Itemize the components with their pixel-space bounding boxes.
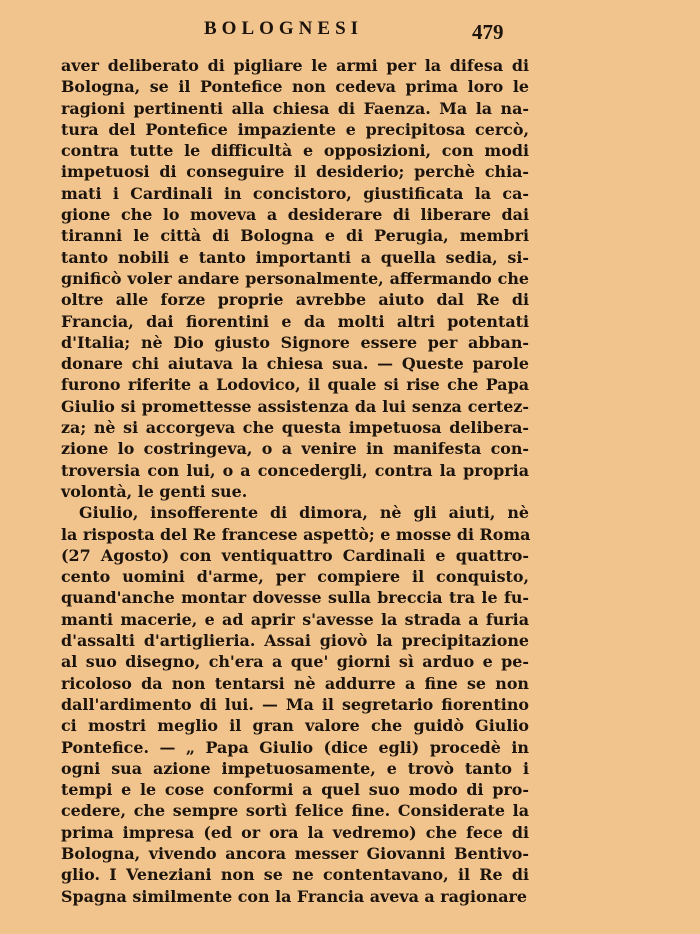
text-line: tura del Pontefice impaziente e precipitosa cercò,	[61, 119, 529, 139]
text-line: glio. I Veneziani non se ne contentavano, il Re di	[61, 865, 529, 885]
text-line: la risposta del Re francese aspettò; e mosse di Roma	[61, 524, 531, 544]
text-line: dall'ardimento di lui. — Ma il segretario fiorentino	[61, 694, 529, 714]
text-line: gione che lo moveva a desiderare di liberare dai	[61, 205, 529, 225]
text-line: zione lo costringeva, o a venire in manifesta con-	[61, 439, 529, 459]
text-line: gnificò voler andare personalmente, affermando che	[61, 268, 529, 288]
text-line: ci mostri meglio il gran valore che guidò Giulio	[61, 716, 529, 736]
text-line: troversia con lui, o a concedergli, contra la propria	[61, 460, 529, 480]
text-line: oltre alle forze proprie avrebbe aiuto dal Re di	[61, 290, 529, 310]
text-line: al suo disegno, ch'era a que' giorni sì arduo e pe-	[61, 652, 529, 672]
text-line: contra tutte le difficultà e opposizioni, con modi	[61, 141, 529, 161]
text-line: (27 Agosto) con ventiquattro Cardinali e quattro-	[61, 545, 529, 565]
text-line: volontà, le genti sue.	[61, 481, 248, 501]
text-line: manti macerie, e ad aprir s'avesse la strada a furia	[61, 609, 529, 629]
paragraph	[61, 55, 529, 502]
text-line: ricoloso da non tentarsi nè addurre a fine se non	[61, 673, 529, 693]
text-line: quand'anche montar dovesse sulla breccia tra le fu-	[61, 588, 529, 608]
page-header	[0, 18, 700, 48]
text-line: aver deliberato di pigliare le armi per la difesa di	[61, 56, 529, 75]
text-line: mati i Cardinali in concistoro, giustificata la ca-	[61, 183, 529, 203]
text-line: ragioni pertinenti alla chiesa di Faenza. Ma la na-	[61, 98, 529, 118]
text-line: Bologna, se il Pontefice non cedeva prima loro le	[61, 77, 529, 97]
text-line: Francia, dai fiorentini e da molti altri potentati	[61, 311, 529, 331]
text-line: tanto nobili e tanto importanti a quella sedia, si-	[61, 247, 529, 267]
text-line: Giulio, insofferente di dimora, nè gli aiuti, nè	[79, 503, 529, 523]
text-line: Bologna, vivendo ancora messer Giovanni Bentivo-	[61, 843, 529, 863]
text-line: za; nè si accorgeva che questa impetuosa delibera-	[61, 418, 529, 438]
text-line: d'assalti d'artiglieria. Assai giovò la precipitazione	[61, 631, 529, 651]
text-line: ogni sua azione impetuosamente, e trovò tanto i	[61, 758, 529, 778]
text-line: prima impresa (ed or ora la vedremo) che fece di	[61, 822, 529, 842]
text-line: Giulio si promettesse assistenza da lui senza certez-	[61, 396, 529, 416]
text-line: impetuosi di conseguire il desiderio; perchè chia-	[61, 162, 529, 182]
text-line: furono riferite a Lodovico, il quale si rise che Papa	[61, 375, 529, 395]
text-line: d'Italia; nè Dio giusto Signore essere per abban-	[61, 332, 529, 352]
text-line: donare chi aiutava la chiesa sua. — Queste parole	[61, 354, 529, 374]
page-number: 479	[472, 20, 504, 44]
running-title: BOLOGNESI	[204, 18, 364, 39]
text-line: cento uomini d'arme, per compiere il conquisto,	[61, 567, 529, 587]
text-line: tiranni le città di Bologna e di Perugia, membri	[61, 226, 529, 246]
text-line: tempi e le cose conformi a quel suo modo di pro-	[61, 780, 529, 800]
body-text	[61, 55, 529, 907]
text-line: Spagna similmente con la Francia aveva a ragionare	[61, 886, 527, 906]
text-line: cedere, che sempre sortì felice fine. Considerate la	[61, 801, 529, 821]
paragraph	[61, 502, 529, 907]
text-line: Pontefice. — „ Papa Giulio (dice egli) procedè in	[61, 737, 529, 757]
